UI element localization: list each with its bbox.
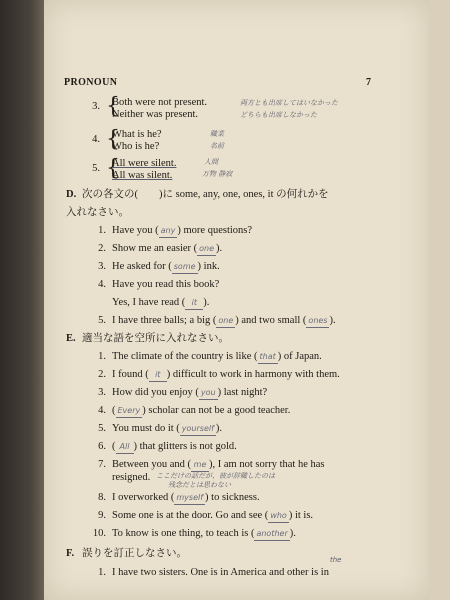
item-number: 4.	[98, 279, 106, 290]
exercise-sentence: I found ( it ) difficult to work in harmony with them.	[112, 369, 340, 380]
item-number: 3.	[98, 261, 106, 272]
exercise-sentence: Have you read this book?	[112, 279, 220, 290]
answer-blank: you	[199, 386, 218, 400]
section-instruction: 誤りを訂正しなさい。	[82, 548, 187, 559]
handwritten-note: 職業	[210, 130, 224, 138]
exercise-sentence: I have three balls; a big ( one ) and two small ( ones ).	[112, 315, 336, 326]
item-number: 3.	[92, 101, 100, 112]
book-spine-shadow	[0, 0, 44, 600]
exercise-sentence: resigned.	[112, 472, 151, 483]
answer-blank: yourself	[180, 422, 216, 436]
answer-blank: some	[172, 260, 198, 274]
exercise-sentence: How did you enjoy ( you ) last night?	[112, 387, 268, 398]
item-number: 1.	[98, 567, 106, 578]
item-number: 10.	[92, 528, 106, 539]
handwritten-note: 両方とも出席してはいなかった	[240, 99, 338, 107]
handwritten-note: どちらも出席しなかった	[240, 111, 317, 119]
section-letter: F.	[66, 548, 75, 559]
sentence: Both were not present.	[112, 97, 208, 108]
handwritten-note: 人間	[204, 158, 218, 166]
answer-blank: who	[268, 509, 289, 523]
exercise-sentence: Yes, I have read ( it ).	[112, 297, 210, 308]
sentence: Who is he?	[112, 141, 160, 152]
sentence: What is he?	[112, 129, 162, 140]
sentence: All were silent.	[112, 158, 177, 169]
exercise-sentence: Show me an easier ( one ).	[112, 243, 223, 254]
answer-blank: me	[191, 458, 209, 472]
handwritten-note: ここだけの話だが、彼が辞職したのは	[156, 472, 275, 480]
exercise-sentence: Between you and ( me ), I am not sorry that he has	[112, 459, 325, 470]
sentence: All was silent.	[112, 170, 173, 181]
item-number: 8.	[98, 492, 106, 503]
section-instruction: 入れなさい。	[66, 207, 129, 218]
brace: {	[106, 156, 120, 181]
running-header: PRONOUN	[64, 77, 118, 88]
brace: {	[106, 127, 120, 152]
exercise-sentence: To know is one thing, to teach is ( another ).	[112, 528, 296, 539]
item-number: 3.	[98, 387, 106, 398]
handwritten-note: 名前	[210, 142, 224, 150]
answer-blank: myself	[174, 491, 205, 505]
section-letter: D.	[66, 189, 77, 200]
handwritten-note: the	[330, 556, 342, 564]
exercise-sentence: Have you ( any ) more questions?	[112, 225, 253, 236]
section-letter: E.	[66, 333, 76, 344]
handwritten-note: 万物 静寂	[202, 170, 233, 178]
answer-blank: it	[185, 296, 203, 310]
exercise-sentence: The climate of the country is like ( that ) of Japan.	[112, 351, 322, 362]
item-number: 5.	[92, 163, 100, 174]
answer-blank: All	[116, 440, 134, 454]
exercise-sentence: You must do it ( yourself ).	[112, 423, 223, 434]
brace: {	[106, 94, 120, 119]
answer-blank: ones	[306, 314, 329, 328]
answer-blank: another	[254, 527, 289, 541]
exercise-sentence: ( Every ) scholar can not be a good teacher.	[112, 405, 291, 416]
sentence: Neither was present.	[112, 109, 199, 120]
item-number: 5.	[98, 423, 106, 434]
answer-blank: that	[258, 350, 278, 364]
item-number: 4.	[98, 405, 106, 416]
exercise-sentence: Some one is at the door. Go and see ( who ) it is.	[112, 510, 314, 521]
item-number: 5.	[98, 315, 106, 326]
item-number: 7.	[98, 459, 106, 470]
exercise-sentence: ( All ) that glitters is not gold.	[112, 441, 237, 452]
item-number: 1.	[98, 225, 106, 236]
answer-blank: it	[149, 368, 167, 382]
handwritten-note: 残念だとは思わない	[168, 481, 231, 489]
answer-blank: one	[216, 314, 235, 328]
answer-blank: one	[197, 242, 216, 256]
exercise-sentence: He asked for ( some ) ink.	[112, 261, 220, 272]
item-number: 6.	[98, 441, 106, 452]
answer-blank: any	[159, 224, 178, 238]
item-number: 2.	[98, 369, 106, 380]
answer-blank: Every	[116, 404, 143, 418]
exercise-sentence: I have two sisters. One is in America and other is in	[112, 567, 329, 578]
exercise-sentence: I overworked ( myself ) to sickness.	[112, 492, 260, 503]
item-number: 2.	[98, 243, 106, 254]
item-number: 1.	[98, 351, 106, 362]
item-number: 4.	[92, 134, 100, 145]
section-instruction: 適当な語を空所に入れなさい。	[82, 333, 229, 344]
book-page	[44, 0, 429, 600]
item-number: 9.	[98, 510, 106, 521]
page-number: 7	[366, 77, 372, 88]
section-instruction: 次の各文の( )に some, any, one, ones, it の何れかを	[82, 189, 329, 200]
